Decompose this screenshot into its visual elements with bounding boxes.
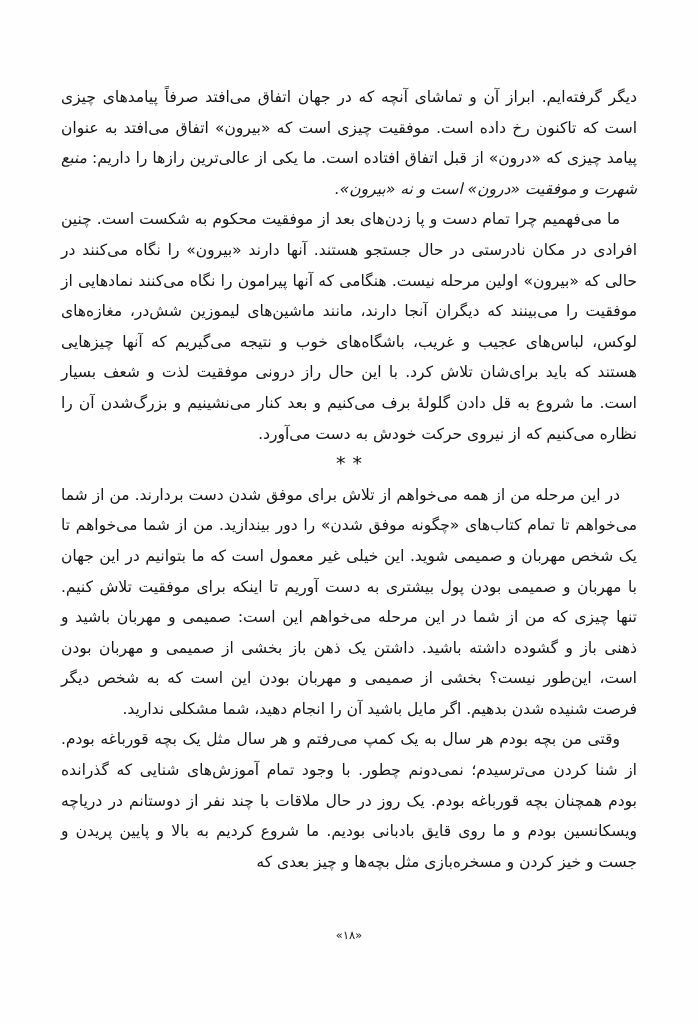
page-number: «۱۸» <box>335 928 363 942</box>
paragraph <box>61 724 637 877</box>
paragraph <box>61 204 637 449</box>
text-run: در این مرحله من از همه می‌خواهم از تلاش برای موفق شدن دست بردارند. من از شما می‌خواهم تا تمام کتاب‌های «چگونه موفق شدن» را دور بیندازید. من از شما می‌خواهم تا یک شخص مهربان و صمیمی شوید. این خیلی غیر معمول است که ما بتوانیم در این جهان با مهربان و صمیمی بودن پول بیشتری به دست آوریم تا اینکه برای موفقیت تلاش کنیم. تنها چیزی که من از شما در این مرحله می‌خواهم این است: صمیمی و مهربان باشید و ذهنی باز و گشوده داشته باشید. داشتن یک ذهن باز بخشی از صمیمی و مهربان بودن است، این‌طور نیست؟ بخشی از صمیمی و مهربان بودن این است که به شخص دیگر فرصت شنیده شدن بدهیم. اگر مایل باشید آن را انجام دهید، شما مشکلی ندارید. <box>61 485 637 718</box>
text-run: ما می‌فهمیم چرا تمام دست و پا زدن‌های بعد از موفقیت محکوم به شکست است. چنین افرادی در مکان نادرستی در حال جستجو هستند. آنها دارند «بیرون» را نگاه می‌کنند در حالی که «بیرون» اولین مرحله نیست. هنگامی که آنها پیرامون را نگاه می‌کنند نمادهایی از موفقیت را می‌بینند که دیگران آنجا دارند، مانند ماشین‌های لیموزین شش‌در، مغازه‌های لوکس، لباس‌های عجیب و غریب، باشگاه‌های خوب و نتیجه می‌گیریم که آنها چیزهایی هستند که باید برای‌شان تلاش کرد. با این حال راز درونی موفقیت لذت و شعف بسیار است. ما شروع به قل دادن گلولهٔ برف می‌کنیم و بعد کنار می‌نشینیم و بزرگ‌شدن آن را نظاره می‌کنیم که از نیروی حرکت خودش به دست می‌آورد. <box>61 210 637 443</box>
text-run: دیگر گرفته‌ایم. ابراز آن و تماشای آنچه که در جهان اتفاق می‌افتد صرفاً پیامدهای چیزی است که تاکنون رخ داده است. موفقیت چیزی است که «بیرون» اتفاق می‌افتد به عنوان پیامد چیزی که «درون» از قبل اتفاق افتاده است. ما یکی از عالی‌ترین رازها را داریم: <box>61 88 637 168</box>
text-run: وقتی من بچه بودم هر سال به یک کمپ می‌رفتم و هر سال مثل یک بچه قورباغه بودم. از شنا کردن می‌ترسیدم؛ نمی‌دونم چطور. با وجود تمام آموزش‌های شنایی که گذرانده بودم همچنان بچه قورباغه بودم. یک روز در حال ملاقات با چند نفر از دوستانم در دریاچه ویسکانسین بودم و ما روی قایق بادبانی بودیم. ما شروع کردیم به بالا و پایین پریدن و جست و خیز کردن و مسخره‌بازی مثل بچه‌ها و چیز بعدی که <box>61 730 637 871</box>
text-column <box>61 82 637 877</box>
paragraph <box>61 82 637 204</box>
paragraph <box>61 480 637 725</box>
italic-run: منبع شهرت و موفقیت «درون» است و نه «بیرون». <box>61 149 637 198</box>
section-separator: ** <box>336 453 369 476</box>
